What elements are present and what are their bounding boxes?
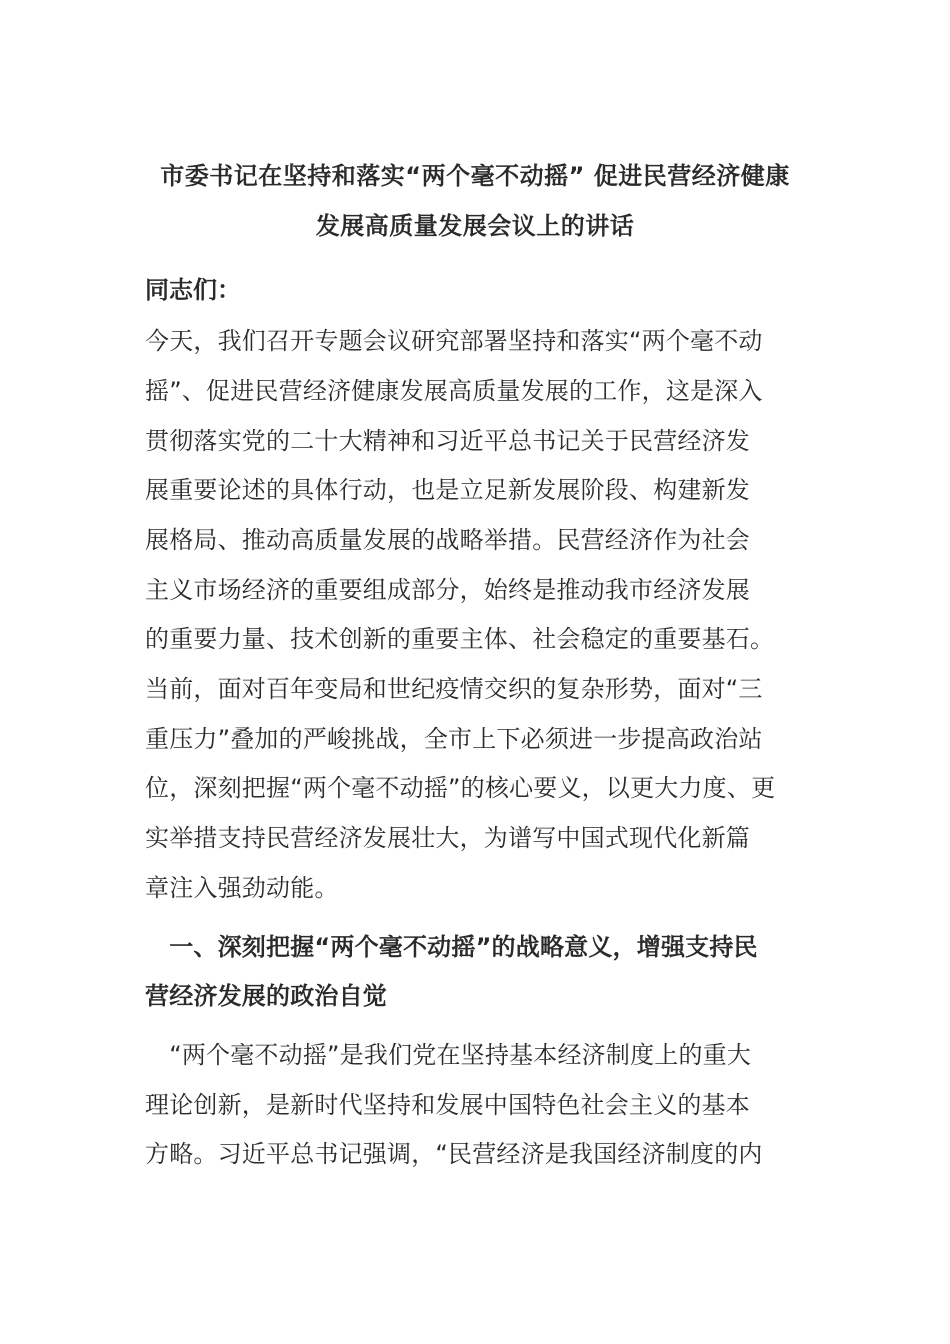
document-title-line-2: 发展高质量发展会议上的讲话 <box>315 212 635 240</box>
intro-line: 当前，面对百年变局和世纪疫情交织的复杂形势，面对“三 <box>145 675 763 703</box>
section-heading-line: 一、深刻把握“两个毫不动摇”的战略意义，增强支持民 <box>145 933 758 961</box>
document-title-line-1: 市委书记在坚持和落实“两个毫不动摇” 促进民营经济健康 <box>160 162 790 190</box>
intro-line: 位，深刻把握“两个毫不动摇”的核心要义，以更大力度、更 <box>145 774 776 802</box>
intro-line: 摇”、促进民营经济健康发展高质量发展的工作，这是深入 <box>145 377 763 405</box>
intro-line: 展重要论述的具体行动，也是立足新发展阶段、构建新发 <box>145 476 750 504</box>
intro-line: 今天，我们召开专题会议研究部署坚持和落实“两个毫不动 <box>145 327 763 355</box>
intro-line: 展格局、推动高质量发展的战略举措。民营经济作为社会 <box>145 526 750 554</box>
intro-line: 重压力”叠加的严峻挑战，全市上下必须进一步提高政治站 <box>145 725 763 753</box>
intro-line: 章注入强劲动能。 <box>145 874 339 902</box>
intro-line: 的重要力量、技术创新的重要主体、社会稳定的重要基石。 <box>145 625 775 653</box>
section-body-line: 理论创新，是新时代坚持和发展中国特色社会主义的基本 <box>145 1091 750 1119</box>
salutation: 同志们： <box>145 276 241 304</box>
intro-line: 实举措支持民营经济发展壮大，为谱写中国式现代化新篇 <box>145 824 750 852</box>
section-body-line: 方略。习近平总书记强调，“民营经济是我国经济制度的内 <box>145 1140 763 1168</box>
section-body-line: “两个毫不动摇”是我们党在坚持基本经济制度上的重大 <box>145 1041 752 1069</box>
section-heading-line: 营经济发展的政治自觉 <box>145 982 387 1010</box>
intro-line: 贯彻落实党的二十大精神和习近平总书记关于民营经济发 <box>145 427 750 455</box>
intro-line: 主义市场经济的重要组成部分，始终是推动我市经济发展 <box>145 576 750 604</box>
